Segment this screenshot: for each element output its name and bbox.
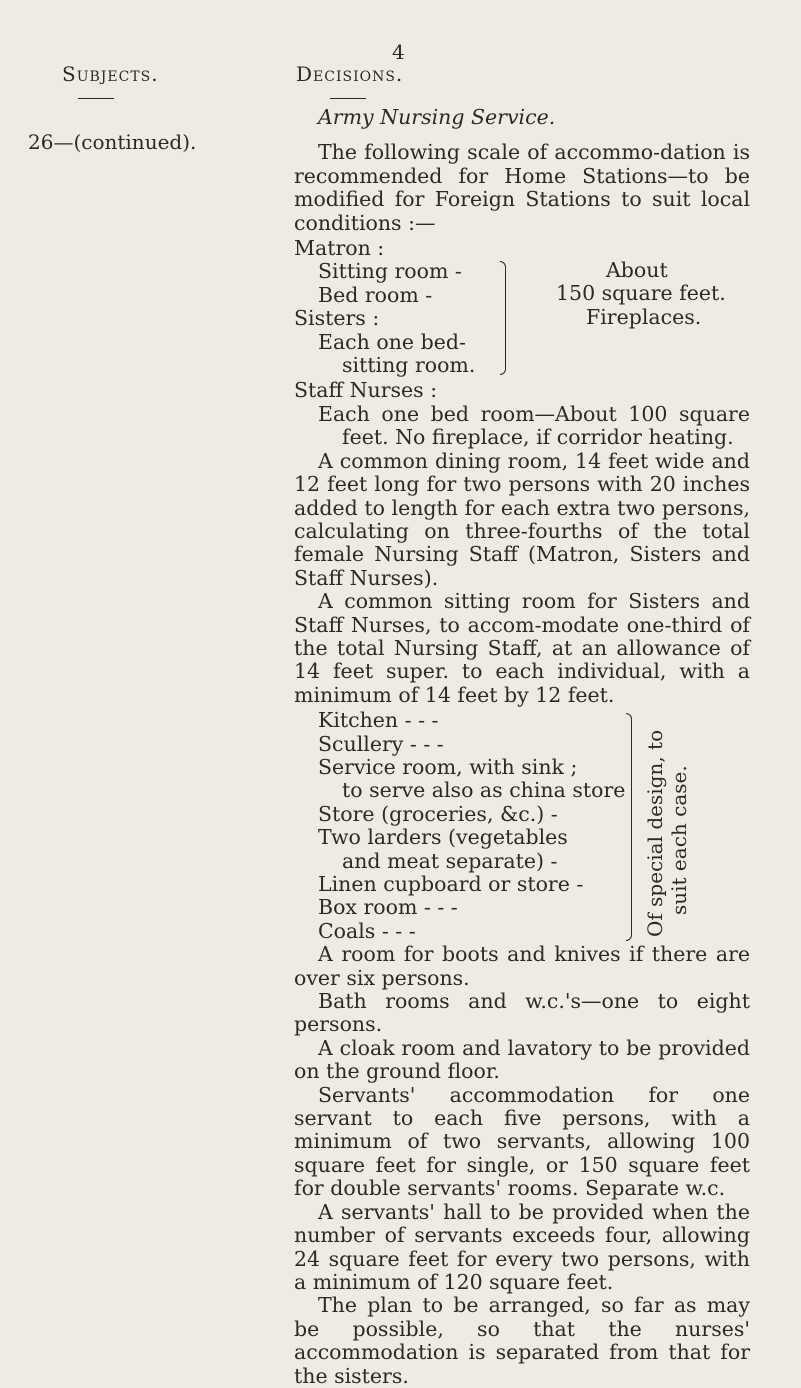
room-larders: Two larders (vegetables (318, 825, 568, 850)
matron-note-line2: 150 square feet. (556, 281, 726, 306)
staff-nurses-heading: Staff Nurses : (294, 378, 438, 403)
matron-note (556, 259, 756, 329)
rooms-note-line1: Of special design, to (643, 730, 667, 938)
room-store: Store (groceries, &c.) - (318, 801, 558, 826)
matron-sisters-block (294, 237, 750, 377)
rooms-block (294, 709, 750, 943)
header-rule-left (78, 98, 114, 99)
intro-paragraph: The following scale of accommo-dation is recommended for Home Stations—to be modified for Foreign Stations to suit local conditions :— (294, 140, 750, 235)
staff-nurses-text: Each one bed room—About 100 square feet. No fireplace, if corridor heating. (318, 401, 750, 450)
matron-bed-room: Bed room - (318, 282, 433, 307)
sisters-heading: Sisters : (294, 306, 380, 331)
plan-paragraph: The plan to be arranged, so far as may be possible, so that the nurses' accommodation is separated from that for the sisters. (294, 1293, 750, 1388)
servants-hall-paragraph: A servants' hall to be provided when the number of servants exceeds four, allowing 24 square feet for every two persons, with a minimum of 120 square feet. (294, 1199, 750, 1294)
sisters-line2: sitting room. (342, 353, 476, 378)
page-number: 4 (392, 40, 405, 64)
header-rule-right (330, 98, 366, 99)
rooms-note (632, 709, 702, 938)
room-service: Service room, with sink ; (318, 754, 578, 779)
matron-note-line3: Fireplaces. (586, 304, 702, 329)
matron-sitting-room: Sitting room - (318, 259, 462, 284)
column-header-subjects: Subjects. (62, 62, 159, 86)
subject-number: 26—(continued). (28, 130, 197, 154)
room-box: Box room - - - (318, 895, 458, 920)
boots-paragraph: A room for boots and knives if there are over six persons. (294, 942, 750, 990)
servants-paragraph: Servants' accommodation for one servant to each five persons, with a minimum of two servants, allowing 100 square feet for single, or 150 square feet for double servants' rooms. Separate w.c. (294, 1082, 750, 1201)
dining-paragraph: A common dining room, 14 feet wide and 12 feet long for two persons with 20 inches added to length for each extra two persons, calculating on three-fourths of the total female Nursing Staff (Matron, Sisters and Staff Nurses). (294, 448, 750, 590)
rooms-note-line2: suit each case. (667, 765, 691, 916)
decision-body (294, 106, 750, 1388)
sitting-paragraph: A common sitting room for Sisters and Staff Nurses, to accom-modate one-third of the total Nursing Staff, at an allowance of 14 feet super. to each individual, with a minimum of 14 feet by 12 feet. (294, 589, 750, 707)
matron-brace (500, 261, 506, 375)
matron-note-line1: About (606, 258, 668, 283)
matron-heading: Matron : (294, 236, 385, 261)
bath-paragraph: Bath rooms and w.c.'s—one to eight persons. (294, 989, 750, 1037)
cloak-paragraph: A cloak room and lavatory to be provided on the ground floor. (294, 1035, 750, 1084)
room-coals: Coals - - - (318, 918, 416, 943)
sisters-line1: Each one bed- (318, 329, 466, 354)
room-larders-cont: and meat separate) - (342, 848, 558, 873)
column-header-decisions: Decisions. (296, 62, 404, 86)
section-title: Army Nursing Service. (318, 105, 556, 129)
room-kitchen: Kitchen - - - (318, 708, 439, 733)
room-scullery: Scullery - - - (318, 731, 444, 756)
room-linen: Linen cupboard or store - (318, 872, 584, 896)
room-service-cont: to serve also as china store (342, 778, 626, 803)
